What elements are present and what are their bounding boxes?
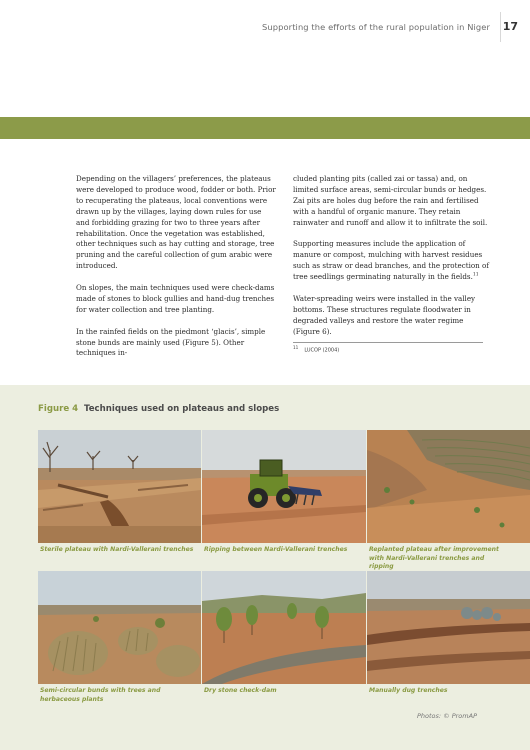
photo-caption: Ripping between Nardi-Vallerani trenches [204,546,348,553]
photo-caption: Semi-circular bunds with trees and herbaceous plants [40,687,161,703]
photo-caption: Sterile plateau with Nardi-Vallerani trenches [40,546,194,553]
photo-caption: Replanted plateau after improvement with Nardi-Vallerani trenches and ripping [369,546,499,571]
paragraph: In the rainfed fields on the piedmont ‘glacis’, simple stone bunds are mainly used (Figure 5). Other techniques in- [76,326,266,358]
footnote [293,345,339,354]
header-divider [500,12,501,42]
photo-sterile-plateau [38,430,201,543]
photo-ripping-tractor [202,430,366,543]
paragraph: On slopes, the main techniques used were check-dams made of stones to block gullies and hand-dug trenches for water collection and tree planting. [76,283,275,314]
photo-dry-stone-check-dam [202,571,366,684]
paragraph: Depending on the villagers’ preferences, the plateaus were developed to produce wood, fodder or both. Prior to recuperating the plateaus, local conventions were drawn up by the villages, laying down rules for use and forbidding grazing for two to three years after rehabilitation. Once the vegetation was established, other techniques such as hay cutting and storage, tree pruning and the careful collection of gum arabic were introduced. [76,174,276,271]
figure-label: Figure 4 [38,404,79,414]
figure-title: Techniques used on plateaus and slopes [84,404,280,414]
footnote-number: 11 [293,345,299,350]
page-number: 17 [502,20,518,33]
paragraph: Water-spreading weirs were installed in the valley bottoms. These structures regulate floodwater in degraded valleys and restore the water regime (Figure 6). [293,293,476,336]
running-title: Supporting the efforts of the rural population in Niger [262,22,490,32]
body-column-right [293,174,489,348]
page-header [0,0,530,40]
photo-caption: Manually dug trenches [369,687,448,694]
photo-credit: Photos: © PromAP [416,712,477,720]
paragraph: cluded planting pits (called zai or tassa) and, on limited surface areas, semi-circular bunds or hedges. Zai pits are holes dug before the rain and fertilised with a handful of organic manure. They retain rainwater and runoff and allow it to infiltrate the soil. [293,174,488,227]
photo-caption: Dry stone check-dam [204,687,277,694]
decorative-band [0,117,530,139]
footnote-text: LUCOP (2004) [304,347,340,354]
photo-manually-dug-trenches [367,571,530,684]
footnote-divider [293,342,483,343]
footnote-reference: 11 [472,272,479,278]
photo-semi-circular-bunds [38,571,201,684]
photo-replanted-plateau [367,430,530,543]
paragraph-text: Supporting measures include the application of manure or compost, mulching with harvest residues such as straw or dead branches, and the protection of tree seedlings germinating naturally in the fields. [293,239,489,282]
paragraph [293,239,489,283]
body-column-left [76,174,276,370]
